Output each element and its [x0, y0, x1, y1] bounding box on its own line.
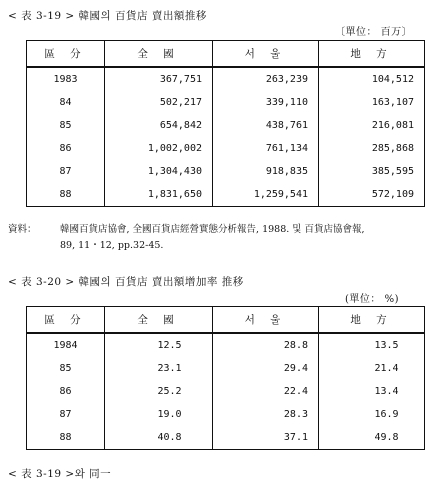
national-cell: 654,842 [105, 114, 213, 137]
seoul-cell: 37.1 [213, 426, 319, 450]
seoul-cell: 29.4 [213, 357, 319, 380]
year-cell: 85 [27, 114, 105, 137]
regional-cell: 216,081 [319, 114, 425, 137]
seoul-cell: 438,761 [213, 114, 319, 137]
seoul-cell: 761,134 [213, 137, 319, 160]
seoul-cell: 28.8 [213, 333, 319, 357]
year-cell: 88 [27, 426, 105, 450]
footnote: < 表 3-19 >와 同一 [8, 468, 112, 480]
table-row [27, 333, 425, 357]
header-seoul: 서 울 [213, 41, 319, 68]
year-cell: 85 [27, 357, 105, 380]
national-cell: 23.1 [105, 357, 213, 380]
sales-table [26, 40, 425, 207]
source-line-2: 89, 11・12, pp.32-45. [60, 240, 164, 251]
regional-cell: 16.9 [319, 403, 425, 426]
source-label: 資料： [8, 224, 37, 235]
national-cell: 19.0 [105, 403, 213, 426]
national-cell: 25.2 [105, 380, 213, 403]
table-header-row [27, 41, 425, 68]
regional-cell: 13.4 [319, 380, 425, 403]
source-line-1: 韓國百貨店協會, 全國百貨店經營實態分析報告, 1988. 및 百貨店協會報, [60, 224, 365, 235]
regional-cell: 285,868 [319, 137, 425, 160]
source-note [8, 222, 365, 254]
seoul-cell: 339,110 [213, 91, 319, 114]
table-row [27, 426, 425, 450]
year-cell: 86 [27, 137, 105, 160]
header-category: 區 分 [27, 307, 105, 334]
table2-caption: < 表 3-20 > 韓國의 百貨店 賣出額增加率 推移 [8, 276, 244, 288]
regional-cell: 13.5 [319, 333, 425, 357]
seoul-cell: 22.4 [213, 380, 319, 403]
year-cell: 84 [27, 91, 105, 114]
header-regional: 地 方 [319, 307, 425, 334]
table-row [27, 380, 425, 403]
table-row [27, 357, 425, 380]
header-regional: 地 方 [319, 41, 425, 68]
table1-caption: < 表 3-19 > 韓國의 百貨店 賣出額推移 [8, 10, 207, 22]
table1-unit: 〔單位： 百万〕 [335, 27, 413, 38]
table2-unit: (單位： %) [345, 294, 399, 305]
national-cell: 40.8 [105, 426, 213, 450]
growth-table [26, 306, 425, 450]
national-cell: 1,831,650 [105, 183, 213, 207]
year-cell: 1983 [27, 67, 105, 91]
table-header-row [27, 307, 425, 334]
year-cell: 87 [27, 160, 105, 183]
table-row [27, 91, 425, 114]
regional-cell: 572,109 [319, 183, 425, 207]
table-row [27, 137, 425, 160]
header-category: 區 分 [27, 41, 105, 68]
year-cell: 88 [27, 183, 105, 207]
header-national: 全 國 [105, 41, 213, 68]
seoul-cell: 918,835 [213, 160, 319, 183]
national-cell: 502,217 [105, 91, 213, 114]
table-row [27, 403, 425, 426]
national-cell: 12.5 [105, 333, 213, 357]
regional-cell: 104,512 [319, 67, 425, 91]
seoul-cell: 28.3 [213, 403, 319, 426]
table-row [27, 183, 425, 207]
table-row [27, 160, 425, 183]
seoul-cell: 263,239 [213, 67, 319, 91]
regional-cell: 385,595 [319, 160, 425, 183]
year-cell: 86 [27, 380, 105, 403]
header-national: 全 國 [105, 307, 213, 334]
header-seoul: 서 울 [213, 307, 319, 334]
table-row [27, 67, 425, 91]
seoul-cell: 1,259,541 [213, 183, 319, 207]
national-cell: 1,002,002 [105, 137, 213, 160]
year-cell: 1984 [27, 333, 105, 357]
regional-cell: 49.8 [319, 426, 425, 450]
year-cell: 87 [27, 403, 105, 426]
table-row [27, 114, 425, 137]
regional-cell: 163,107 [319, 91, 425, 114]
national-cell: 1,304,430 [105, 160, 213, 183]
regional-cell: 21.4 [319, 357, 425, 380]
national-cell: 367,751 [105, 67, 213, 91]
